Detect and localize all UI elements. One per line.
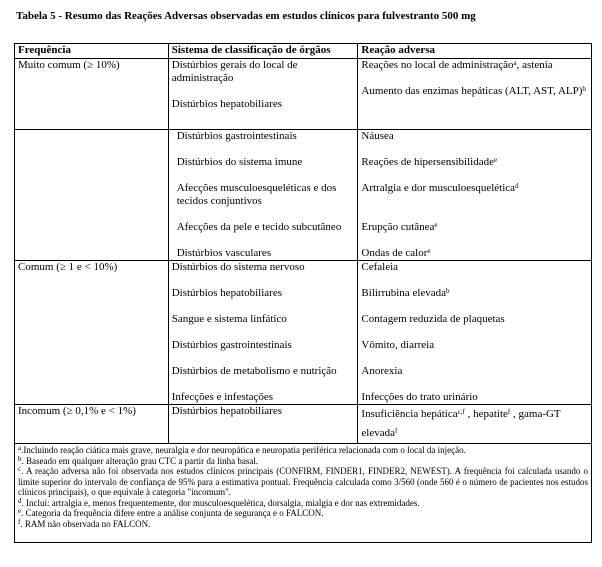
system-item: Afecções da pele e tecido subcutâneo <box>176 221 342 233</box>
adverse-reactions-table <box>14 43 592 543</box>
header-system: Sistema de classificação de órgãos <box>168 44 358 59</box>
reaction-item: Vômito, diarreia <box>361 339 435 351</box>
reaction-cell <box>358 130 592 261</box>
reaction-item: Náusea <box>361 130 394 142</box>
system-item: Distúrbios vasculares <box>176 247 272 259</box>
reaction-item: Contagem reduzida de plaquetas <box>361 313 505 325</box>
system-cell <box>168 405 358 444</box>
reaction-item: Ondas de calor$^e$ <box>361 247 431 259</box>
system-cell <box>168 59 358 130</box>
system-item: Distúrbios gastrointestinais <box>171 339 292 351</box>
system-cell <box>168 261 358 405</box>
header-reaction: Reação adversa <box>358 44 592 59</box>
reaction-item: Anorexia <box>361 365 403 377</box>
footnote: $^d$. Inclui: artralgia e, menos frequentemente, dor musculoesquelética, dorsalgia, mialgia e dor nas extremidades. <box>18 496 420 508</box>
reaction-item: Artralgia e dor musculoesquelética$^d$ <box>361 182 519 194</box>
frequency-cell: Comum (≥ 1 e < 10%) <box>15 261 169 405</box>
header-row <box>15 44 592 59</box>
reaction-item: Erupção cutânea$^e$ <box>361 221 438 233</box>
system-cell <box>168 130 358 261</box>
system-item: Distúrbios do sistema imune <box>176 156 303 168</box>
system-item: Distúrbios hepatobiliares <box>171 287 282 299</box>
frequency-cell <box>15 130 169 261</box>
system-item: Afecções musculoesqueléticas e dos tecidos conjuntivos <box>176 182 337 207</box>
table-row <box>15 130 592 261</box>
system-item: Infecções e infestações <box>171 391 274 403</box>
reaction-cell <box>358 59 592 130</box>
table-row <box>15 59 592 130</box>
system-item: Distúrbios gastrointestinais <box>176 130 297 142</box>
table-title: Tabela 5 - Resumo das Reações Adversas observadas em estudos clínicos para fulvestranto 500 mg <box>16 10 476 22</box>
system-item: Distúrbios gerais do local de administração <box>171 59 298 84</box>
footnotes-row <box>15 444 592 543</box>
footnote: $^b$. Baseado em qualquer alteração grau CTC a partir da linha basal. <box>18 454 259 466</box>
reaction-item: Reações no local de administração$^a$, astenia <box>361 59 553 71</box>
footnote: $^f$. RAM não observada no FALCON. <box>18 517 151 529</box>
system-item: Distúrbios do sistema nervoso <box>171 261 305 273</box>
reaction-item: Bilirrubina elevada$^b$ <box>361 287 450 299</box>
header-frequency: Frequência <box>15 44 169 59</box>
system-item: Distúrbios hepatobiliares <box>171 405 282 417</box>
reaction-item: Reações de hipersensibilidade$^e$ <box>361 156 498 168</box>
system-item: Sangue e sistema linfático <box>171 313 287 325</box>
reaction-item: Cefaleia <box>361 261 399 273</box>
table-row <box>15 405 592 444</box>
reaction-item: Aumento das enzimas hepáticas (ALT, AST, ALP)$^b$ <box>361 85 586 97</box>
reaction-item: Insuficiência hepática$^{c,f}$ , hepatite$^f$ , gama-GT elevada$^f$ <box>361 408 561 439</box>
frequency-cell: Muito comum (≥ 10%) <box>15 59 169 130</box>
footnote: $^e$. Categoria da frequência difere entre a análise conjunta de segurança e o FALCON. <box>18 507 324 518</box>
reaction-cell <box>358 405 592 444</box>
system-item: Distúrbios hepatobiliares <box>171 98 282 110</box>
footnote: $^c$. A reação adversa não foi observada nos estudos clínicos principais (CONFIRM, FINDER1, FINDER2, NEWEST). A frequência foi calculada usando o limite superior do intervalo de confiança de 95% para a estimativa pontual. Frequência calculada como 3/560 (onde 560 é o número de pacientes nos estudos clínicos principais), o que equivale à categoria "incomum". <box>18 465 588 497</box>
table-row <box>15 261 592 405</box>
reaction-cell <box>358 261 592 405</box>
reaction-item: Infecções do trato urinário <box>361 391 478 403</box>
frequency-cell: Incomum (≥ 0,1% e < 1%) <box>15 405 169 444</box>
footnotes-cell <box>15 444 592 543</box>
footnote: $^a$.Incluindo reação ciática mais grave, neuralgia e dor neuropática e neuropatia periférica relacionada com o local da injeção. <box>18 444 466 455</box>
system-item: Distúrbios de metabolismo e nutrição <box>171 365 337 377</box>
